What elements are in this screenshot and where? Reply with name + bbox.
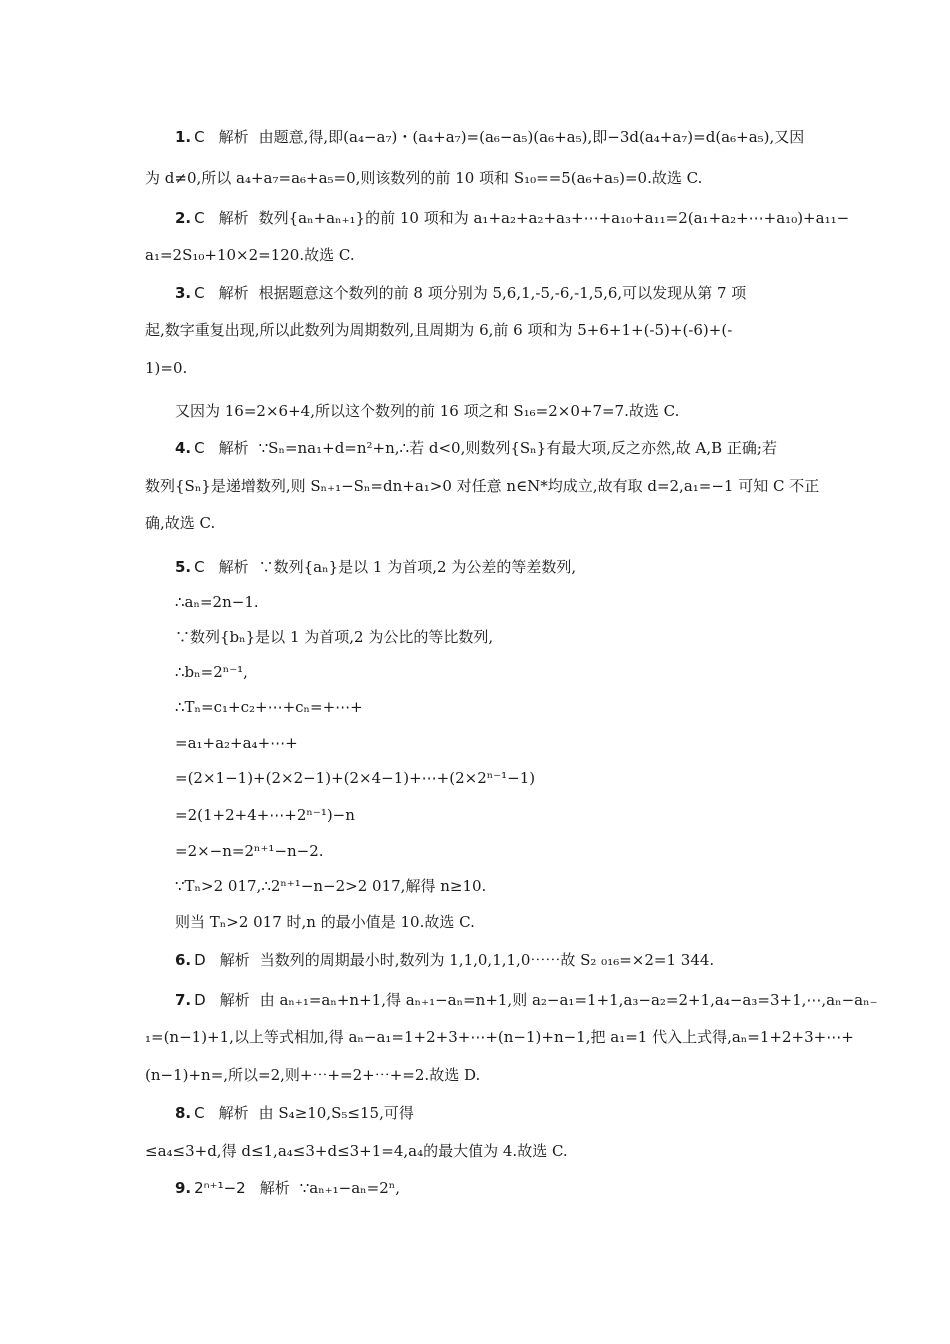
line-text: ∵数列{aₙ}是以 1 为首项,2 为公差的等差数列, xyxy=(258,558,577,576)
solution-line xyxy=(145,1141,568,1161)
answer: D xyxy=(194,951,206,969)
analysis-label: 解析 xyxy=(219,991,250,1009)
solution-line xyxy=(175,401,679,421)
solution-line xyxy=(145,513,215,533)
analysis-label: 解析 xyxy=(218,558,249,576)
analysis-label: 解析 xyxy=(219,951,250,969)
line-text: ∵Tₙ>2 017,∴2ⁿ⁺¹−n−2>2 017,解得 n≥10. xyxy=(175,877,487,895)
line-text: ∵aₙ₊₁−aₙ=2ⁿ, xyxy=(299,1179,400,1197)
solution-item xyxy=(175,208,849,228)
item-number: 2. xyxy=(175,209,192,227)
analysis-label: 解析 xyxy=(218,209,249,227)
line-text: 确,故选 C. xyxy=(145,514,216,532)
solution-line xyxy=(175,627,493,647)
item-number: 7. xyxy=(175,991,192,1009)
item-number: 1. xyxy=(175,128,192,146)
solution-item xyxy=(175,127,804,147)
solution-item xyxy=(175,990,878,1010)
line-text: (n−1)+n=,所以=2,则+⋯+=2+⋯+=2.故选 D. xyxy=(145,1066,481,1084)
line-text: ₁=(n−1)+1,以上等式相加,得 aₙ−a₁=1+2+3+⋯+(n−1)+n−1,把 a₁=1 代入上式得,aₙ=1+2+3+⋯+ xyxy=(145,1028,854,1046)
line-text: 数列{Sₙ}是递增数列,则 Sₙ₊₁−Sₙ=dn+a₁>0 对任意 n∈N*均成立,故有取 d=2,a₁=−1 可知 C 不正 xyxy=(145,477,820,495)
solution-item xyxy=(175,557,576,577)
line-text: 当数列的周期最小时,数列为 1,1,0,1,1,0⋯⋯故 S₂ ₀₁₆=×2=1 344. xyxy=(259,951,715,969)
analysis-label: 解析 xyxy=(218,284,249,302)
line-text: 为 d≠0,所以 a₄+a₇=a₆+a₅=0,则该数列的前 10 项和 S₁₀==5(a₆+a₅)=0.故选 C. xyxy=(145,169,703,187)
line-text: ≤a₄≤3+d,得 d≤1,a₄≤3+d≤3+1=4,a₄的最大值为 4.故选 C. xyxy=(145,1142,568,1160)
analysis-label: 解析 xyxy=(218,439,249,457)
answer: C xyxy=(194,1104,205,1122)
item-number: 3. xyxy=(175,284,192,302)
item-number: 5. xyxy=(175,558,192,576)
solution-line xyxy=(145,168,702,188)
solution-line xyxy=(175,876,486,896)
answer: C xyxy=(194,284,205,302)
line-text: =2×−n=2ⁿ⁺¹−n−2. xyxy=(175,842,324,860)
item-number: 4. xyxy=(175,439,192,457)
solution-line xyxy=(175,805,355,825)
solution-line xyxy=(175,697,363,717)
line-text: a₁=2S₁₀+10×2=120.故选 C. xyxy=(145,246,355,264)
line-text: 起,数字重复出现,所以此数列为周期数列,且周期为 6,前 6 项和为 5+6+1+(-5)+(-6)+(- xyxy=(145,321,733,339)
solution-line xyxy=(145,245,355,265)
line-text: ∵Sₙ=na₁+d=n²+n,∴若 d<0,则数列{Sₙ}有最大项,反之亦然,故 A,B 正确;若 xyxy=(258,439,777,457)
answer: 2ⁿ⁺¹−2 xyxy=(194,1179,246,1197)
solution-line xyxy=(175,662,248,682)
solution-item xyxy=(175,1103,414,1123)
answer: C xyxy=(194,209,205,227)
solution-line xyxy=(175,592,259,612)
line-text: ∴aₙ=2n−1. xyxy=(175,593,259,611)
solution-line xyxy=(175,841,324,861)
line-text: ∴bₙ=2ⁿ⁻¹, xyxy=(175,663,248,681)
line-text: 数列{aₙ+aₙ₊₁}的前 10 项和为 a₁+a₂+a₂+a₃+⋯+a₁₀+a₁₁=2(a₁+a₂+⋯+a₁₀)+a₁₁− xyxy=(258,209,850,227)
answer: C xyxy=(194,128,205,146)
analysis-label: 解析 xyxy=(259,1179,290,1197)
solution-item xyxy=(175,438,777,458)
solution-line xyxy=(175,733,298,753)
solution-line xyxy=(175,912,475,932)
line-text: 又因为 16=2×6+4,所以这个数列的前 16 项之和 S₁₆=2×0+7=7.故选 C. xyxy=(175,402,680,420)
item-number: 8. xyxy=(175,1104,192,1122)
solution-line xyxy=(145,320,732,340)
line-text: 根据题意这个数列的前 8 项分别为 5,6,1,-5,-6,-1,5,6,可以发现从第 7 项 xyxy=(258,284,747,302)
line-text: 由题意,得,即(a₄−a₇)・(a₄+a₇)=(a₆−a₅)(a₆+a₅),即−3d(a₄+a₇)=d(a₆+a₅),又因 xyxy=(258,128,805,146)
solution-line xyxy=(145,476,819,496)
line-text: =a₁+a₂+a₄+⋯+ xyxy=(175,734,298,752)
answer: D xyxy=(194,991,206,1009)
answer: C xyxy=(194,558,205,576)
line-text: 由 aₙ₊₁=aₙ+n+1,得 aₙ₊₁−aₙ=n+1,则 a₂−a₁=1+1,a₃−a₂=2+1,a₄−a₃=3+1,⋯,aₙ−aₙ₋ xyxy=(259,991,878,1009)
solution-item xyxy=(175,1178,400,1198)
item-number: 6. xyxy=(175,951,192,969)
solution-item xyxy=(175,283,746,303)
solution-line xyxy=(145,358,187,378)
answer: C xyxy=(194,439,205,457)
solution-line xyxy=(145,1065,480,1085)
solution-item xyxy=(175,950,714,970)
line-text: ∵数列{bₙ}是以 1 为首项,2 为公比的等比数列, xyxy=(175,628,494,646)
line-text: 则当 Tₙ>2 017 时,n 的最小值是 10.故选 C. xyxy=(175,913,475,931)
line-text: =(2×1−1)+(2×2−1)+(2×4−1)+⋯+(2×2ⁿ⁻¹−1) xyxy=(175,769,536,787)
analysis-label: 解析 xyxy=(218,1104,249,1122)
analysis-label: 解析 xyxy=(218,128,249,146)
item-number: 9. xyxy=(175,1179,192,1197)
solution-line xyxy=(175,768,535,788)
line-text: ∴Tₙ=c₁+c₂+⋯+cₙ=+⋯+ xyxy=(175,698,363,716)
line-text: 1)=0. xyxy=(145,359,188,377)
solution-line xyxy=(145,1027,854,1047)
line-text: =2(1+2+4+⋯+2ⁿ⁻¹)−n xyxy=(175,806,355,824)
line-text: 由 S₄≥10,S₅≤15,可得 xyxy=(258,1104,414,1122)
